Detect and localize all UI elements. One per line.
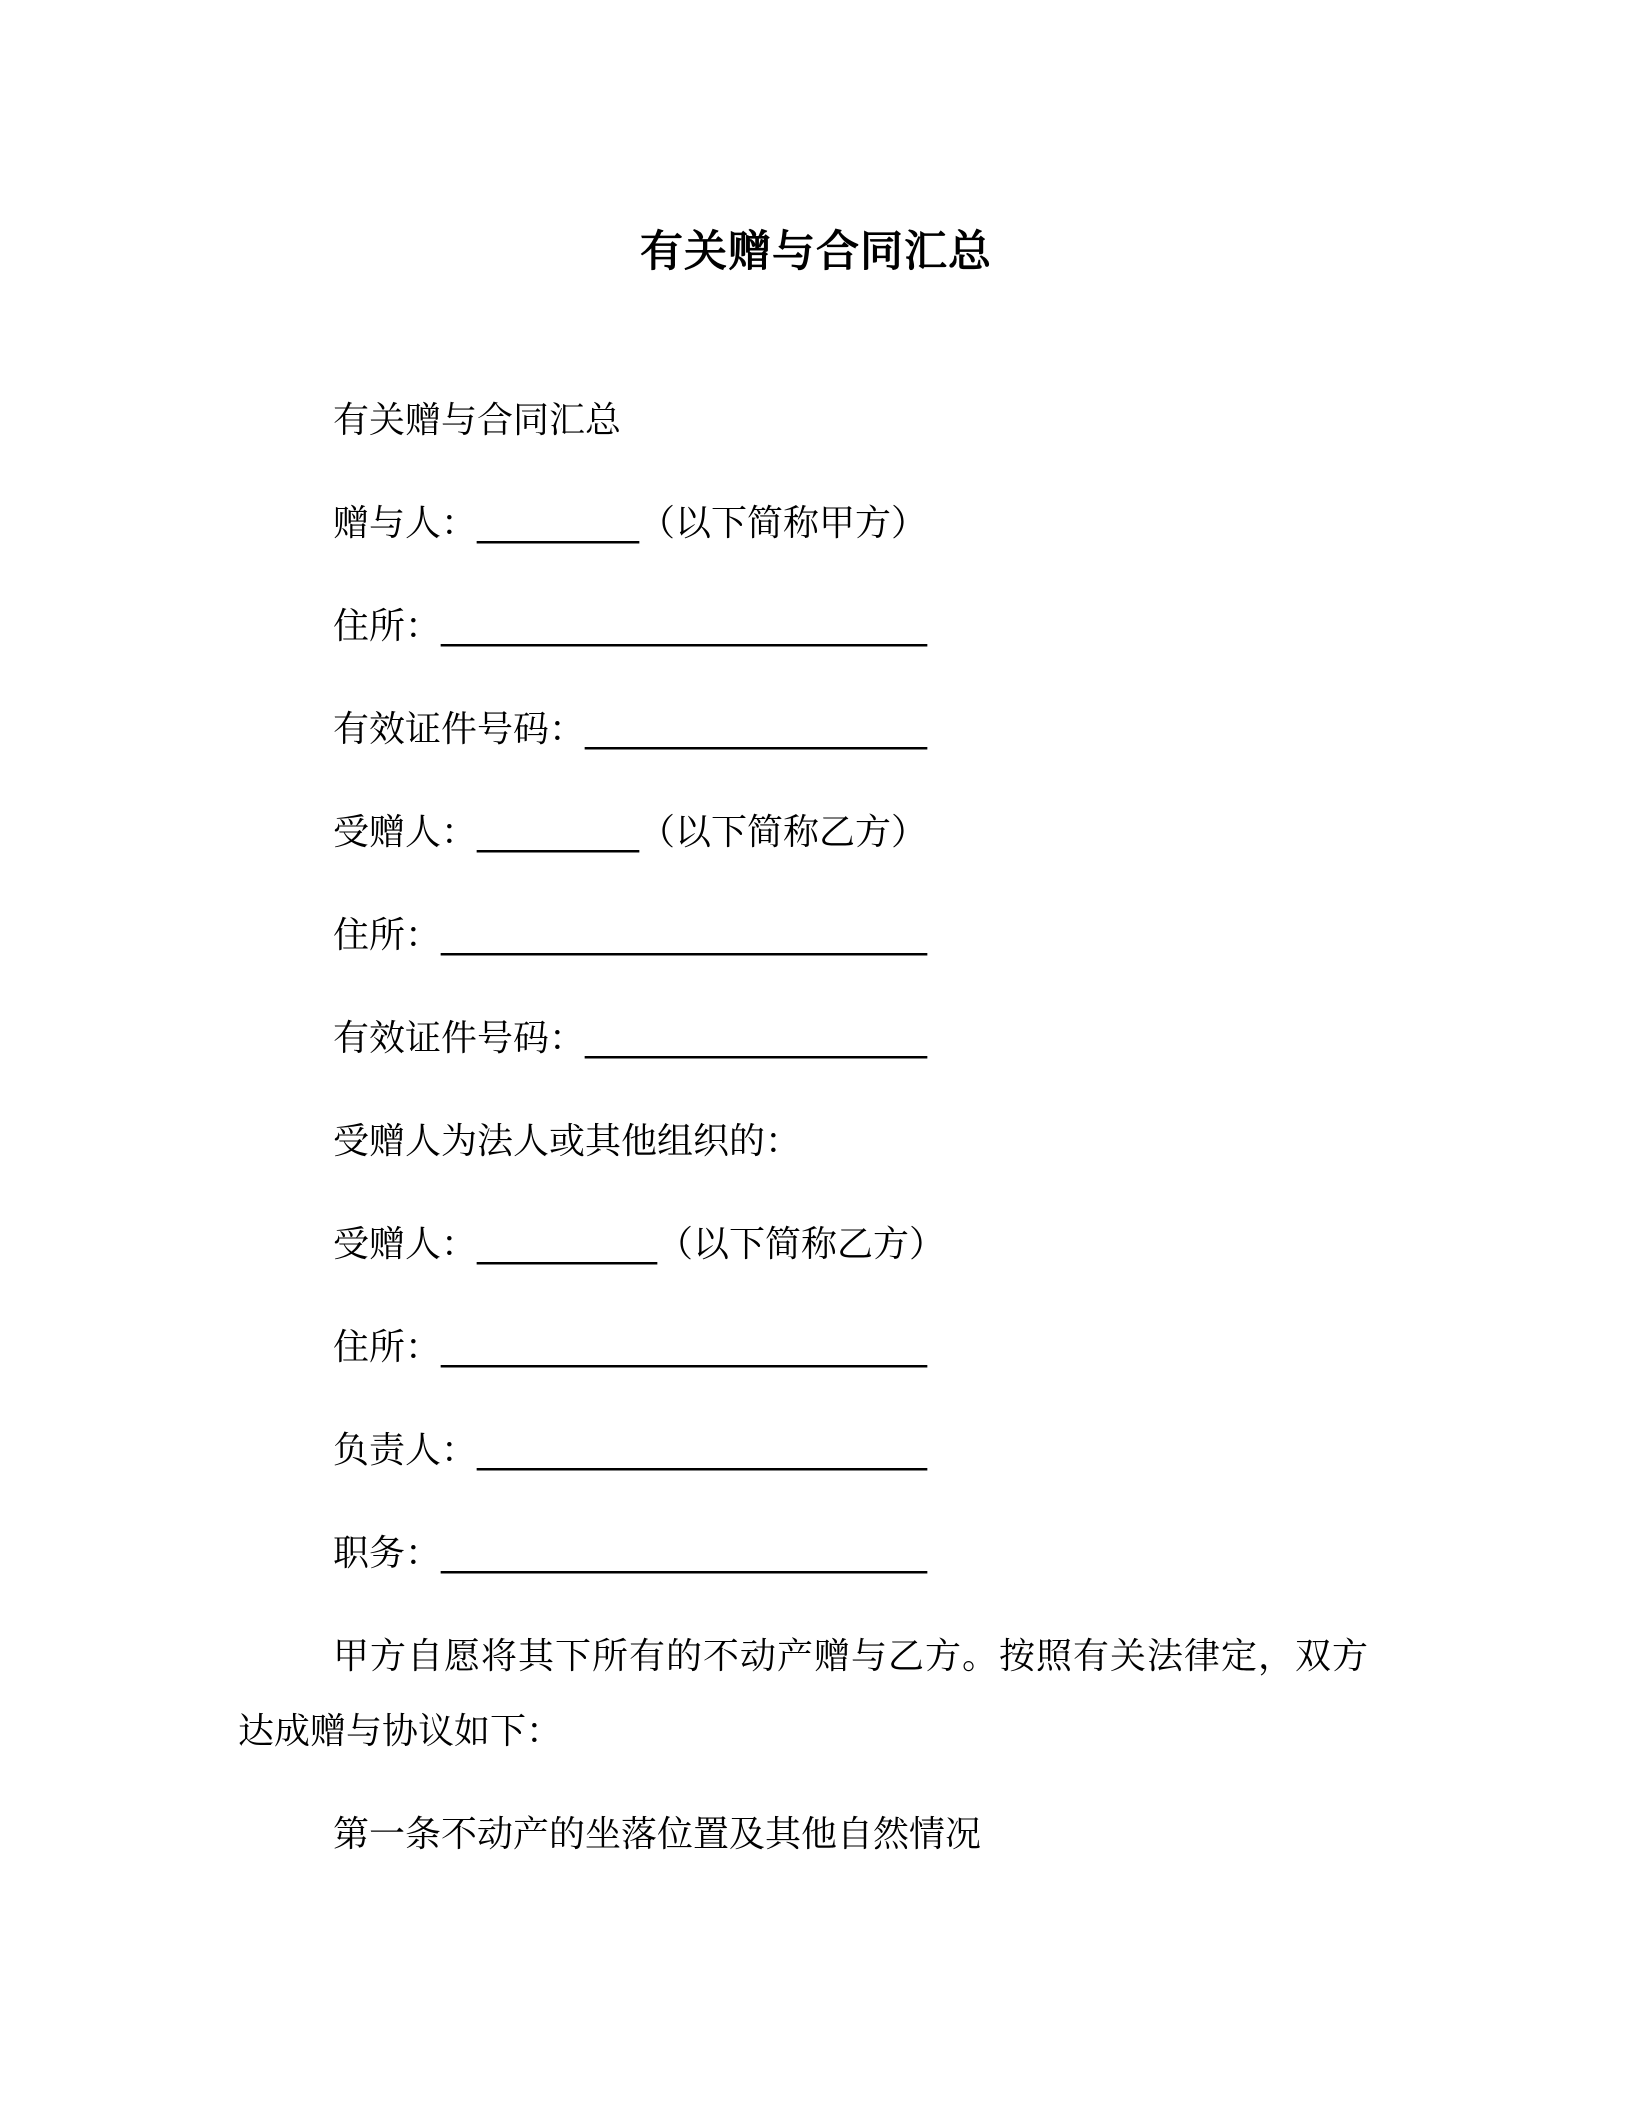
org-position-line: 职务：___________________________ bbox=[333, 1533, 928, 1574]
page-title: 有关赠与合同汇总 bbox=[640, 227, 992, 277]
org-principal-line: 负责人：_________________________ bbox=[333, 1430, 928, 1471]
org-donee-heading-line: 受赠人为法人或其他组织的： bbox=[333, 1121, 802, 1162]
agreement-paragraph-line-1: 甲方自愿将其下所有的不动产赠与乙方。按照有关法律定，双方 bbox=[333, 1636, 1370, 1677]
org-donee-line: 受赠人：__________（以下简称乙方） bbox=[333, 1224, 946, 1265]
donee-line: 受赠人：_________（以下简称乙方） bbox=[333, 812, 928, 853]
donee-id-line: 有效证件号码：___________________ bbox=[333, 1018, 928, 1059]
donee-address-line: 住所：___________________________ bbox=[333, 915, 928, 956]
donor-address-line: 住所：___________________________ bbox=[333, 606, 928, 647]
donor-line: 赠与人：_________（以下简称甲方） bbox=[333, 503, 928, 544]
donor-id-line: 有效证件号码：___________________ bbox=[333, 709, 928, 750]
subtitle-line: 有关赠与合同汇总 bbox=[333, 400, 622, 441]
article-one-heading: 第一条不动产的坐落位置及其他自然情况 bbox=[333, 1814, 982, 1855]
org-address-line: 住所：___________________________ bbox=[333, 1327, 928, 1368]
agreement-paragraph-line-2: 达成赠与协议如下： bbox=[238, 1711, 563, 1752]
